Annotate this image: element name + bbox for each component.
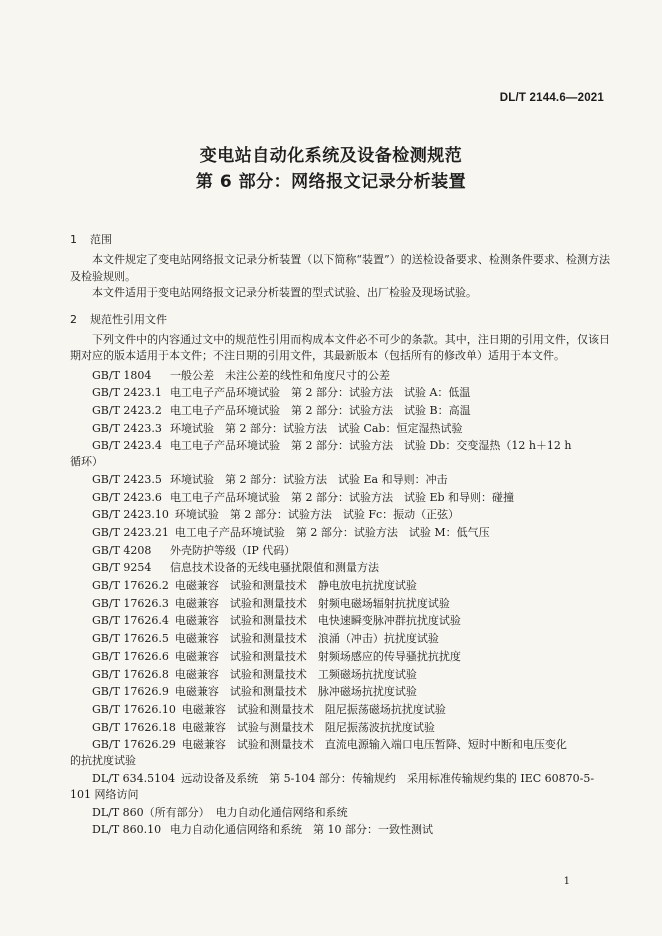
paragraph: 本文件适用于变电站网络报文记录分析装置的型式试验、出厂检验及现场试验。 <box>92 286 477 299</box>
reference-title: 电磁兼容 试验和测量技术 电快速瞬变脉冲群抗扰度试验 <box>174 614 461 628</box>
reference-code: GB/T 2423.3 <box>92 421 162 435</box>
reference-code: GB/T 2423.21 <box>92 526 169 539</box>
title-line-2: 第 6 部分：网络报文记录分析装置 <box>195 172 467 192</box>
reference-item <box>70 720 610 736</box>
reference-title: 信息技术设备的无线电骚扰限值和测量方法 <box>170 561 379 575</box>
reference-item <box>70 613 610 629</box>
reference-item <box>70 649 610 665</box>
document-body <box>70 232 610 840</box>
reference-list <box>70 368 610 839</box>
page-number: 1 <box>563 876 570 887</box>
reference-title: 电力自动化通信网络和系统 <box>215 805 348 819</box>
reference-code: DL/T 634.5104 <box>92 771 176 785</box>
reference-title: 一般公差 未注公差的线性和角度尺寸的公差 <box>170 368 390 382</box>
reference-title: 电磁兼容 试验与测量技术 阻尼振荡波抗扰度试验 <box>181 720 435 734</box>
reference-code: GB/T 17626.6 <box>92 649 169 663</box>
reference-item <box>70 368 610 384</box>
section-number: 1 <box>70 233 77 246</box>
reference-item <box>70 543 610 559</box>
reference-title: 电工电子产品环境试验 第 2 部分：试验方法 试验 Db：交变湿热（12 h＋12 h <box>170 439 572 453</box>
reference-title: 环境试验 第 2 部分：试验方法 试验 Fc：振动（正弦） <box>174 508 460 522</box>
reference-code: GB/T 4208 <box>92 543 152 557</box>
reference-title: 电磁兼容 试验和测量技术 射频场感应的传导骚扰抗扰度 <box>174 649 461 663</box>
reference-item <box>70 578 610 594</box>
reference-item <box>70 702 610 718</box>
section-scope <box>70 232 610 302</box>
section-number: 2 <box>70 312 77 326</box>
reference-item <box>70 596 610 612</box>
document-title <box>0 143 662 195</box>
reference-code: GB/T 17626.2 <box>92 579 169 593</box>
reference-code: GB/T 17626.4 <box>92 614 169 628</box>
reference-code: GB/T 2423.1 <box>92 386 162 400</box>
reference-title: 电磁兼容 试验和测量技术 射频电磁场辐射抗扰度试验 <box>174 596 450 610</box>
reference-item <box>70 737 610 769</box>
reference-item <box>70 421 610 437</box>
reference-title: 电工电子产品环境试验 第 2 部分：试验方法 试验 B：高温 <box>170 403 471 417</box>
reference-item <box>70 684 610 700</box>
reference-code: GB/T 17626.5 <box>92 632 169 646</box>
reference-title: 外壳防护等级（IP 代码） <box>170 543 296 557</box>
reference-code: GB/T 2423.4 <box>92 439 162 453</box>
reference-code: GB/T 17626.3 <box>92 596 169 610</box>
reference-code: DL/T 860.10 <box>92 823 162 837</box>
reference-item <box>70 771 610 803</box>
reference-title-continuation: 的抗扰度试验 <box>70 754 136 768</box>
reference-title: 电工电子产品环境试验 第 2 部分：试验方法 试验 A：低温 <box>170 386 471 400</box>
section-heading <box>70 312 610 328</box>
reference-title-continuation: 101 网络访问 <box>70 787 139 801</box>
reference-code: GB/T 2423.10 <box>92 508 169 522</box>
reference-item <box>70 805 610 821</box>
reference-code: GB/T 2423.2 <box>92 403 162 417</box>
reference-code: GB/T 17626.9 <box>92 685 169 699</box>
reference-item <box>70 403 610 419</box>
reference-code: GB/T 9254 <box>92 561 152 575</box>
section-title: 规范性引用文件 <box>90 312 167 326</box>
reference-title: 电磁兼容 试验和测量技术 浪涌（冲击）抗扰度试验 <box>174 632 439 646</box>
reference-title: 电磁兼容 试验和测量技术 脉冲磁场抗扰度试验 <box>174 685 417 699</box>
reference-code: GB/T 17626.18 <box>92 720 176 734</box>
paragraph: 本文件规定了变电站网络报文记录分析装置（以下简称“装置”）的送检设备要求、检测条件要求、检测方法及检验规则。 <box>70 253 610 283</box>
reference-item <box>70 822 610 838</box>
reference-item <box>70 525 610 541</box>
reference-item <box>70 438 610 470</box>
section-title: 范围 <box>90 233 112 246</box>
paragraph: 下列文件中的内容通过文中的规范性引用而构成本文件必不可少的条款。其中，注日期的引用文件，仅该日期对应的版本适用于本文件；不注日期的引用文件，其最新版本（包括所有的修改单）适用于本文件。 <box>70 332 610 362</box>
reference-title: 电磁兼容 试验和测量技术 静电放电抗扰度试验 <box>174 579 417 593</box>
reference-title: 电工电子产品环境试验 第 2 部分：试验方法 试验 M：低气压 <box>174 526 490 539</box>
reference-item <box>70 472 610 488</box>
section-normative-references <box>70 312 610 839</box>
reference-title: 环境试验 第 2 部分：试验方法 试验 Cab：恒定湿热试验 <box>170 421 463 435</box>
reference-code: DL/T 860（所有部分） <box>92 805 210 819</box>
reference-item <box>70 490 610 506</box>
reference-item <box>70 631 610 647</box>
reference-title: 电磁兼容 试验和测量技术 直流电源输入端口电压暂降、短时中断和电压变化 <box>181 738 567 752</box>
reference-code: GB/T 2423.6 <box>92 490 162 504</box>
reference-code: GB/T 2423.5 <box>92 472 162 486</box>
reference-item <box>70 385 610 401</box>
reference-code: GB/T 17626.10 <box>92 702 176 716</box>
reference-code: GB/T 17626.8 <box>92 667 169 681</box>
reference-title: 环境试验 第 2 部分：试验方法 试验 Ea 和导则：冲击 <box>170 472 448 486</box>
reference-title-continuation: 循环） <box>70 455 103 469</box>
reference-item <box>70 667 610 683</box>
section-heading <box>70 232 610 248</box>
reference-code: GB/T 17626.29 <box>92 738 176 752</box>
reference-title: 电磁兼容 试验和测量技术 阻尼振荡磁场抗扰度试验 <box>181 702 446 716</box>
title-line-1: 变电站自动化系统及设备检测规范 <box>199 146 463 166</box>
standard-code: DL/T 2144.6—2021 <box>499 92 604 104</box>
reference-title: 电磁兼容 试验和测量技术 工频磁场抗扰度试验 <box>174 667 417 681</box>
reference-item <box>70 560 610 576</box>
reference-title: 远动设备及系统 第 5-104 部分：传输规约 采用标准传输规约集的 IEC 60870-5- <box>181 771 595 785</box>
reference-title: 电力自动化通信网络和系统 第 10 部分：一致性测试 <box>170 823 433 837</box>
reference-title: 电工电子产品环境试验 第 2 部分：试验方法 试验 Eb 和导则：碰撞 <box>170 490 515 504</box>
reference-code: GB/T 1804 <box>92 368 152 382</box>
reference-item <box>70 507 610 523</box>
